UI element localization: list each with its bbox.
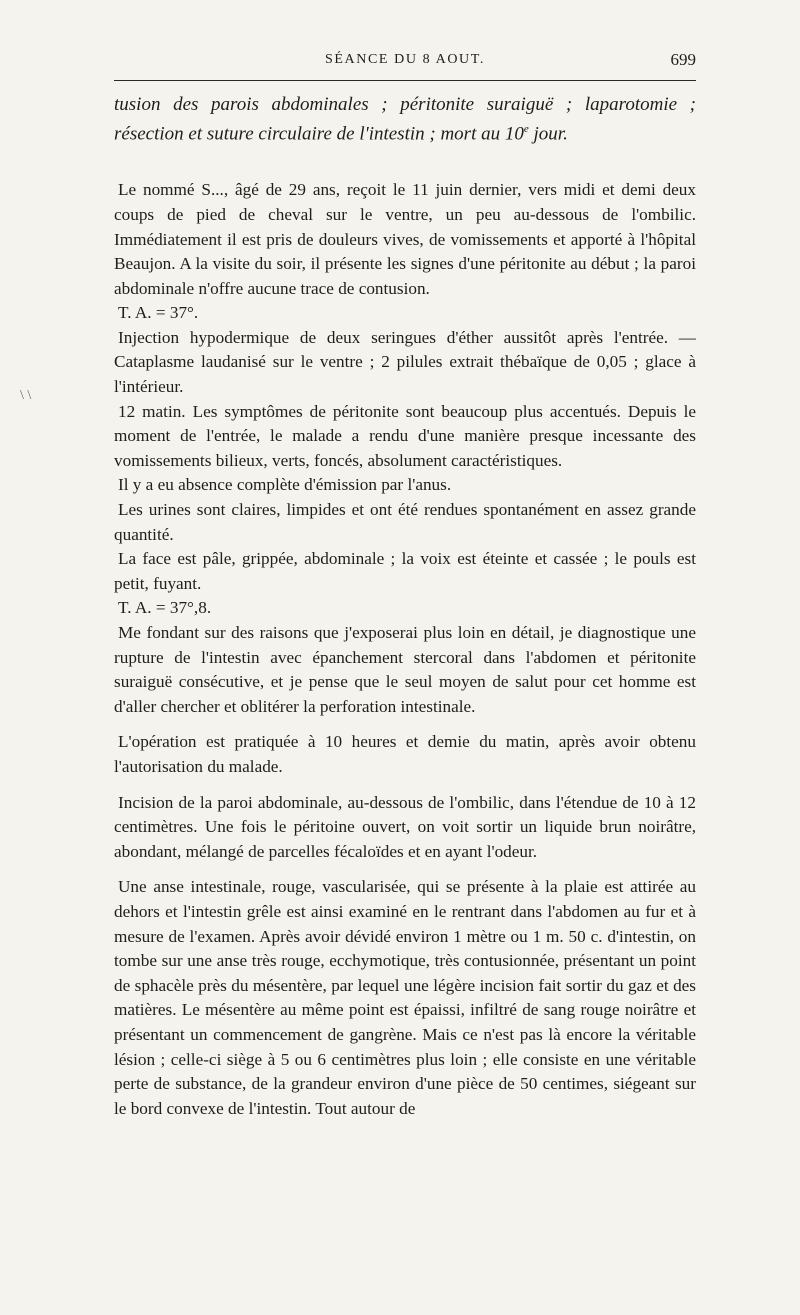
paragraph-urines: Les urines sont claires, limpides et ont été rendues spontanément en assez grande quantité. (114, 500, 696, 544)
paragraph-diagnosis: Me fondant sur des raisons que j'exposerai plus loin en détail, je diagnostique une rupture de l'intestin avec épanchement stercoral dans l'abdomen et péritonite suraiguë consécutive, et je pense que le seul moyen de salut pour cet homme est d'aller chercher et oblitérer la perforation intestinale. (114, 623, 696, 716)
case-title (114, 92, 696, 146)
paragraph-incision: Incision de la paroi abdominale, au-dessous de l'ombilic, dans l'étendue de 10 à 12 centimètres. Une fois le péritoine ouvert, on voit sortir un liquide brun noirâtre, abondant, mélangé de parcelles fécaloïdes et en ayant l'odeur. (114, 792, 696, 861)
margin-mark: \ \ (20, 388, 32, 403)
paragraph-history: Le nommé S..., âgé de 29 ans, reçoit le 11 juin dernier, vers midi et demi deux coups de pied de cheval sur le ventre, un peu au-dessous de l'ombilic. Immédiatement il est pris de douleurs vives, de vomissements et apporté à l'hôpital Beaujon. A la visite du soir, il présente les signes d'une péritonite au début ; la paroi abdominale n'offre aucune trace de contusion. (114, 180, 696, 298)
paragraph-face: La face est pâle, grippée, abdominale ; la voix est éteinte et cassée ; le pouls est petit, fuyant. (114, 549, 696, 593)
case-title-superscript: e (523, 123, 529, 135)
header-rule (114, 80, 696, 81)
body-text (114, 92, 696, 1121)
running-title: SÉANCE DU 8 AOUT. (325, 52, 485, 67)
paragraph-temperature-1: T. A. = 37°. (118, 303, 199, 323)
page-header (114, 52, 696, 74)
paragraph-operation: L'opération est pratiquée à 10 heures et demie du matin, après avoir obtenu l'autorisation du malade. (114, 732, 696, 776)
paragraph-intestine: Une anse intestinale, rouge, vascularisée, qui se présente à la plaie est attirée au dehors et l'intestin grêle est ainsi examiné en le rentrant dans l'abdomen au fur et à mesure de l'examen. Après avoir dévidé environ 1 mètre ou 1 m. 50 c. d'intestin, on tombe sur une anse très rouge, ecchymotique, très contusionnée, présentant un point de sphacèle près du mésentère, par lequel une légère incision fait sortir du gaz et des matières. Le mésentère au même point est épaissi, infiltré de sang rouge noirâtre et présentant un commencement de gangrène. Mais ce n'est pas là encore la véritable lésion ; celle-ci siège à 5 ou 6 centimètres plus loin ; elle consiste en une véritable perte de substance, de la grandeur environ d'une pièce de 50 centimes, siégeant sur le bord convexe de l'intestin. Tout autour de (114, 877, 696, 1118)
paragraph-anus: Il y a eu absence complète d'émission par l'anus. (118, 475, 452, 495)
page-number: 699 (670, 50, 696, 69)
paragraph-treatment: Injection hypodermique de deux seringues d'éther aussitôt après l'entrée. — Cataplasme laudanisé sur le ventre ; 2 pilules extrait thébaïque de 0,05 ; glace à l'intérieur. (114, 327, 696, 397)
paragraph-morning: 12 matin. Les symptômes de péritonite sont beaucoup plus accentués. Depuis le moment de l'entrée, le malade a rendu d'une manière presque incessante des vomissements bilieux, verts, foncés, absolument caractéristiques. (114, 401, 696, 470)
case-title-end: jour. (528, 123, 568, 145)
paragraph-temperature-2: T. A. = 37°,8. (118, 598, 212, 618)
case-title-text: tusion des parois abdominales ; péritonite suraiguë ; laparotomie ; résection et suture circulaire de l'intestin ; mort au 10 (114, 94, 696, 145)
